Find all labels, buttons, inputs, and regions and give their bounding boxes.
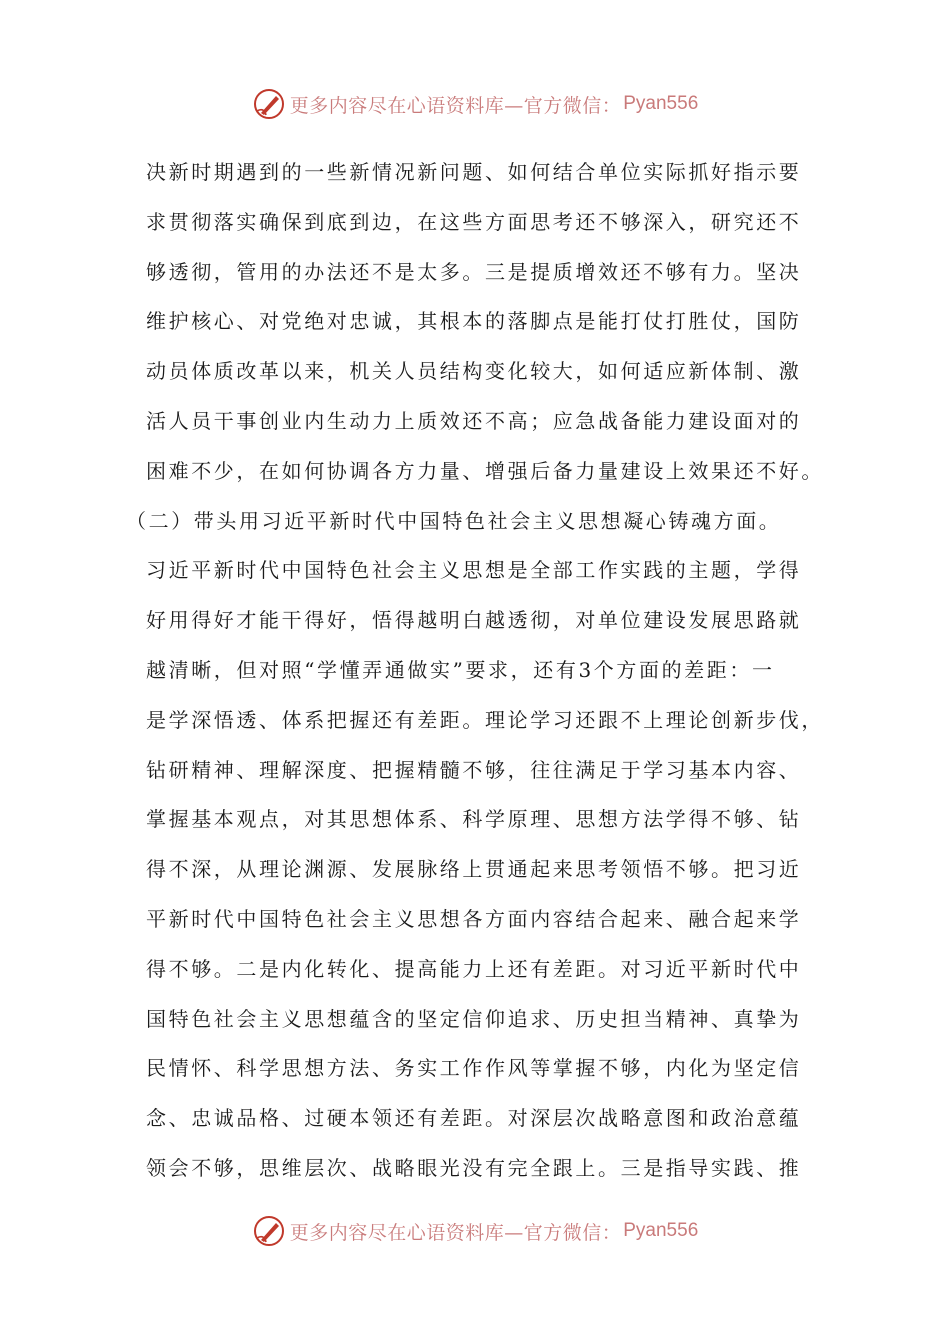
section-heading: （二）带头用习近平新时代中国特色社会主义思想凝心铸魂方面。 [126,508,782,533]
text-line: 钻研精神、理解深度、把握精髓不够，往往满足于学习基本内容、 [146,757,802,782]
text-line: 是学深悟透、体系把握还有差距。理论学习还跟不上理论创新步伐， [146,707,824,732]
text-line: 念、忠诚品格、过硬本领还有差距。对深层次战略意图和政治意蕴 [146,1106,802,1131]
text-line: 平新时代中国特色社会主义思想各方面内容结合起来、融合起来学 [146,906,802,931]
header-watermark-id: Pyan556 [623,93,699,114]
text-line: 得不深，从理论渊源、发展脉络上贯通起来思考领悟不够。把习近 [146,857,802,882]
text-line: 活人员干事创业内生动力上质效还不高；应急战备能力建设面对的 [146,408,802,433]
text-line: 好用得好才能干得好，悟得越明白越透彻，对单位建设发展思路就 [146,608,802,633]
footer-watermark-id: Pyan556 [623,1220,699,1241]
quill-logo-icon [252,87,286,121]
footer-watermark [0,1211,950,1251]
text-line: 得不够。二是内化转化、提高能力上还有差距。对习近平新时代中 [146,956,802,981]
text-line: 困难不少，在如何协调各方力量、增强后备力量建设上效果还不好。 [146,458,824,483]
text-line: 领会不够，思维层次、战略眼光没有完全跟上。三是指导实践、推 [146,1155,802,1180]
document-body [126,148,826,1194]
text-line: 民情怀、科学思想方法、务实工作作风等掌握不够，内化为坚定信 [146,1056,802,1081]
text-line: 习近平新时代中国特色社会主义思想是全部工作实践的主题，学得 [146,558,802,583]
text-line: 求贯彻落实确保到底到边，在这些方面思考还不够深入，研究还不 [146,209,802,234]
text-line: 掌握基本观点，对其思想体系、科学原理、思想方法学得不够、钻 [146,807,802,832]
text-line: 动员体质改革以来，机关人员结构变化较大，如何适应新体制、激 [146,359,802,384]
header-watermark [0,84,950,124]
text-line: 国特色社会主义思想蕴含的坚定信仰追求、历史担当精神、真挚为 [146,1006,802,1031]
text-line: 维护核心、对党绝对忠诚，其根本的落脚点是能打仗打胜仗，国防 [146,309,802,334]
text-line: 决新时期遇到的一些新情况新问题、如何结合单位实际抓好指示要 [146,160,802,184]
text-line: 够透彻，管用的办法还不是太多。三是提质增效还不够有力。坚决 [146,259,802,284]
quill-logo-icon [252,1214,286,1248]
footer-watermark-text: 更多内容尽在心语资料库—官方微信： [289,1221,622,1244]
header-watermark-text: 更多内容尽在心语资料库—官方微信： [289,94,622,117]
text-line: 越清晰，但对照“学懂弄通做实”要求，还有3个方面的差距：一 [146,657,775,682]
